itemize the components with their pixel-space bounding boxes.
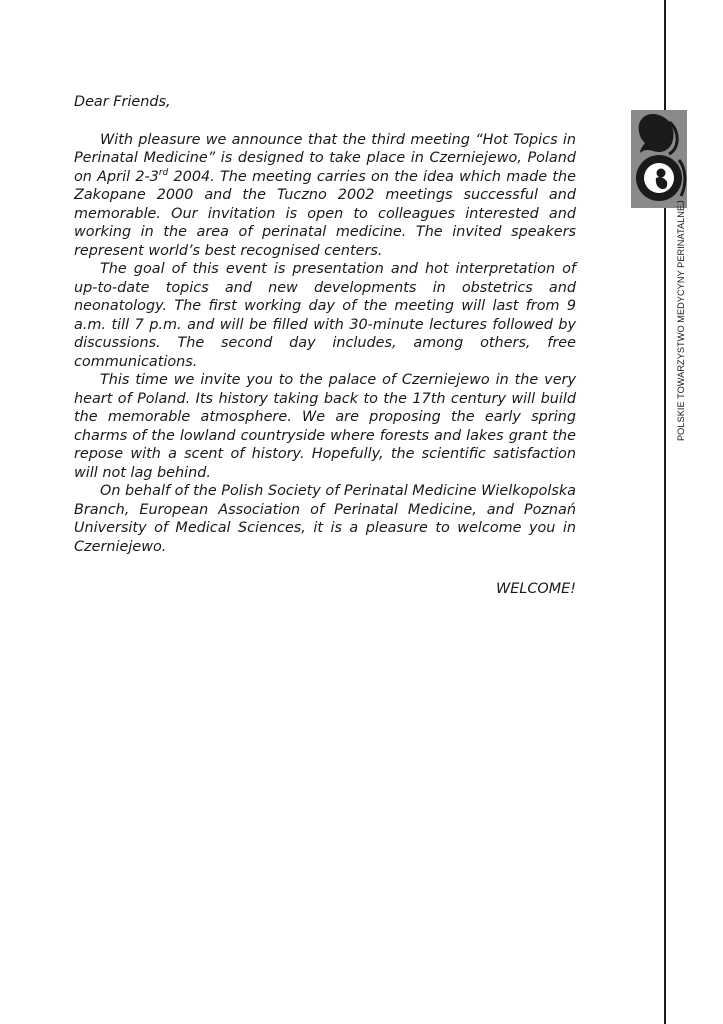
paragraph-announcement-text-start: With pleasure we announce that the third meeting “Hot Topics in Perinatal Medicine” is designed to take place in Czerniejewo, Poland on April 2-3 — [74, 131, 576, 185]
ordinal-superscript: rd — [158, 167, 169, 178]
paragraph-announcement-text-end: 2004. The meeting carries on the idea which made the Zakopane 2000 and the Tuczno 2002 meetings successful and memorable. Our invitation is open to colleagues interested and working in the area of perinatal medicine. The invited speakers represent world’s best recognised centers. — [74, 168, 576, 259]
paragraph-goal: The goal of this event is presentation and hot interpretation of up-to-date topics and new developments in obstetrics and neonatology. The first working day of the meeting will last from 9 a.m. till 7 p.m. and will be filled with 30-minute lectures followed by discussions. The second day includes, among others, free communications. — [74, 261, 576, 370]
letter-body — [74, 93, 576, 599]
greeting: Dear Friends, — [74, 94, 171, 110]
paragraph-announcement — [74, 131, 576, 261]
closing-welcome: WELCOME! — [496, 581, 576, 597]
mother-and-child-icon — [631, 110, 687, 208]
society-logo-tab — [631, 110, 687, 208]
paragraph-venue: This time we invite you to the palace of Czerniejewo in the very heart of Poland. Its history taking back to the 17th century will build the memorable atmosphere. We are proposing the early spring charms of the lowland countryside where forests and lakes grant the repose with a scent of history. Hopefully, the scientific satisfaction will not lag behind. — [74, 372, 576, 481]
paragraph-behalf: On behalf of the Polish Society of Perinatal Medicine Wielkopolska Branch, European Association of Perinatal Medicine, and Poznań University of Medical Sciences, it is a pleasure to welcome you in Czerniejewo. — [74, 483, 576, 555]
society-name-vertical: POLSKIE TOWARZYSTWO MEDYCYNY PERINATALNEJ — [676, 200, 686, 441]
